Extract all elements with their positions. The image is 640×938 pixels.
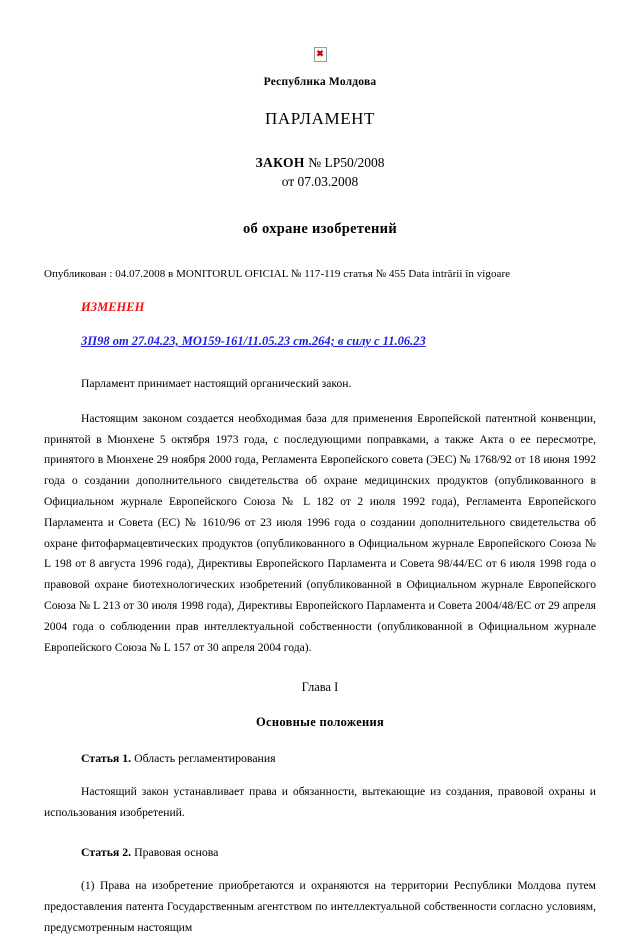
article-2-heading	[44, 845, 596, 860]
broken-image-x-glyph: ✖	[316, 48, 324, 59]
publication-line: Опубликован : 04.07.2008 в MONITORUL OFICIAL № 117-119 статья № 455 Data intrării în vigoare	[44, 268, 511, 280]
law-label: ЗАКОН	[255, 155, 305, 170]
institution-heading: ПАРЛАМЕНТ	[264, 109, 376, 128]
country-heading: Республика Молдова	[263, 76, 377, 88]
amendment-status-badge: ИЗМЕНЕН	[81, 300, 145, 314]
page-title: об охране изобретений	[242, 221, 397, 237]
chapter-number: Глава I	[301, 680, 339, 695]
article-2-name: Правовая основа	[134, 844, 219, 859]
law-number-line	[44, 155, 596, 171]
article-2-text: (1) Права на изобретение приобретаются и охраняются на территории Республики Молдова путем предоставления патента Государственным агентством по интеллектуальной собственности согласно условиям, предусмотренным настоящим	[44, 878, 596, 934]
amendment-link[interactable]: ЗП98 от 27.04.23, МО159-161/11.05.23 ст.264; в силу с 11.06.23	[81, 334, 426, 348]
article-1-label: Статья 1.	[81, 751, 132, 766]
chapter-title: Основные положения	[255, 715, 385, 730]
law-date: от 07.03.2008	[281, 174, 359, 189]
article-1-text: Настоящий закон устанавливает права и обязанности, вытекающие из создания, правовой охраны и использования изобретений.	[44, 785, 596, 820]
legal-basis-paragraph: Настоящим законом создается необходимая база для применения Европейской патентной конвенции, принятой в Мюнхене 5 октября 1973 года, с последующими поправками, а также Акта о ее пересмотре, принятого в Мюнхене 29 ноября 2000 года, Регламента Европейского совета (ЭЕС) № 1768/92 от 18 июня 1992 года о создании дополнительного свидетельства об охране медицинских продуктов (опубликованного в Официальном журнале Европейского Союза № L 182 от 2 июля 1992 года), Регламента Европейского Парламента и Совета (ЕС) № 1610/96 от 23 июля 1996 года о создании дополнительного свидетельства об охране фитофармацевтических продуктов (опубликованного в Официальном журнале Европейского Союза № L 198 от 8 августа 1996 года), Директивы Европейского Парламента и Совета 98/44/ЕС от 6 июля 1998 года о правовой охране биотехнологических изобретений (опубликованной в Официальном журнале Европейского Союза № L 213 от 30 июля 1998 года), Директивы Европейского Парламента и Совета 2004/48/ЕС от 29 апреля 2004 года о соблюдении прав интеллектуальной собственности (опубликованной в Официальном журнале Европейского Союза № L 157 от 30 апреля 2004 года).	[44, 411, 596, 654]
article-1-name: Область регламентирования	[134, 751, 276, 766]
broken-image-icon	[314, 47, 327, 62]
article-2-label: Статья 2.	[81, 844, 132, 859]
emblem-container	[44, 0, 596, 67]
preamble-paragraph: Парламент принимает настоящий органический закон.	[81, 377, 352, 390]
law-number: № LP50/2008	[308, 155, 385, 170]
article-1-heading	[44, 751, 596, 766]
